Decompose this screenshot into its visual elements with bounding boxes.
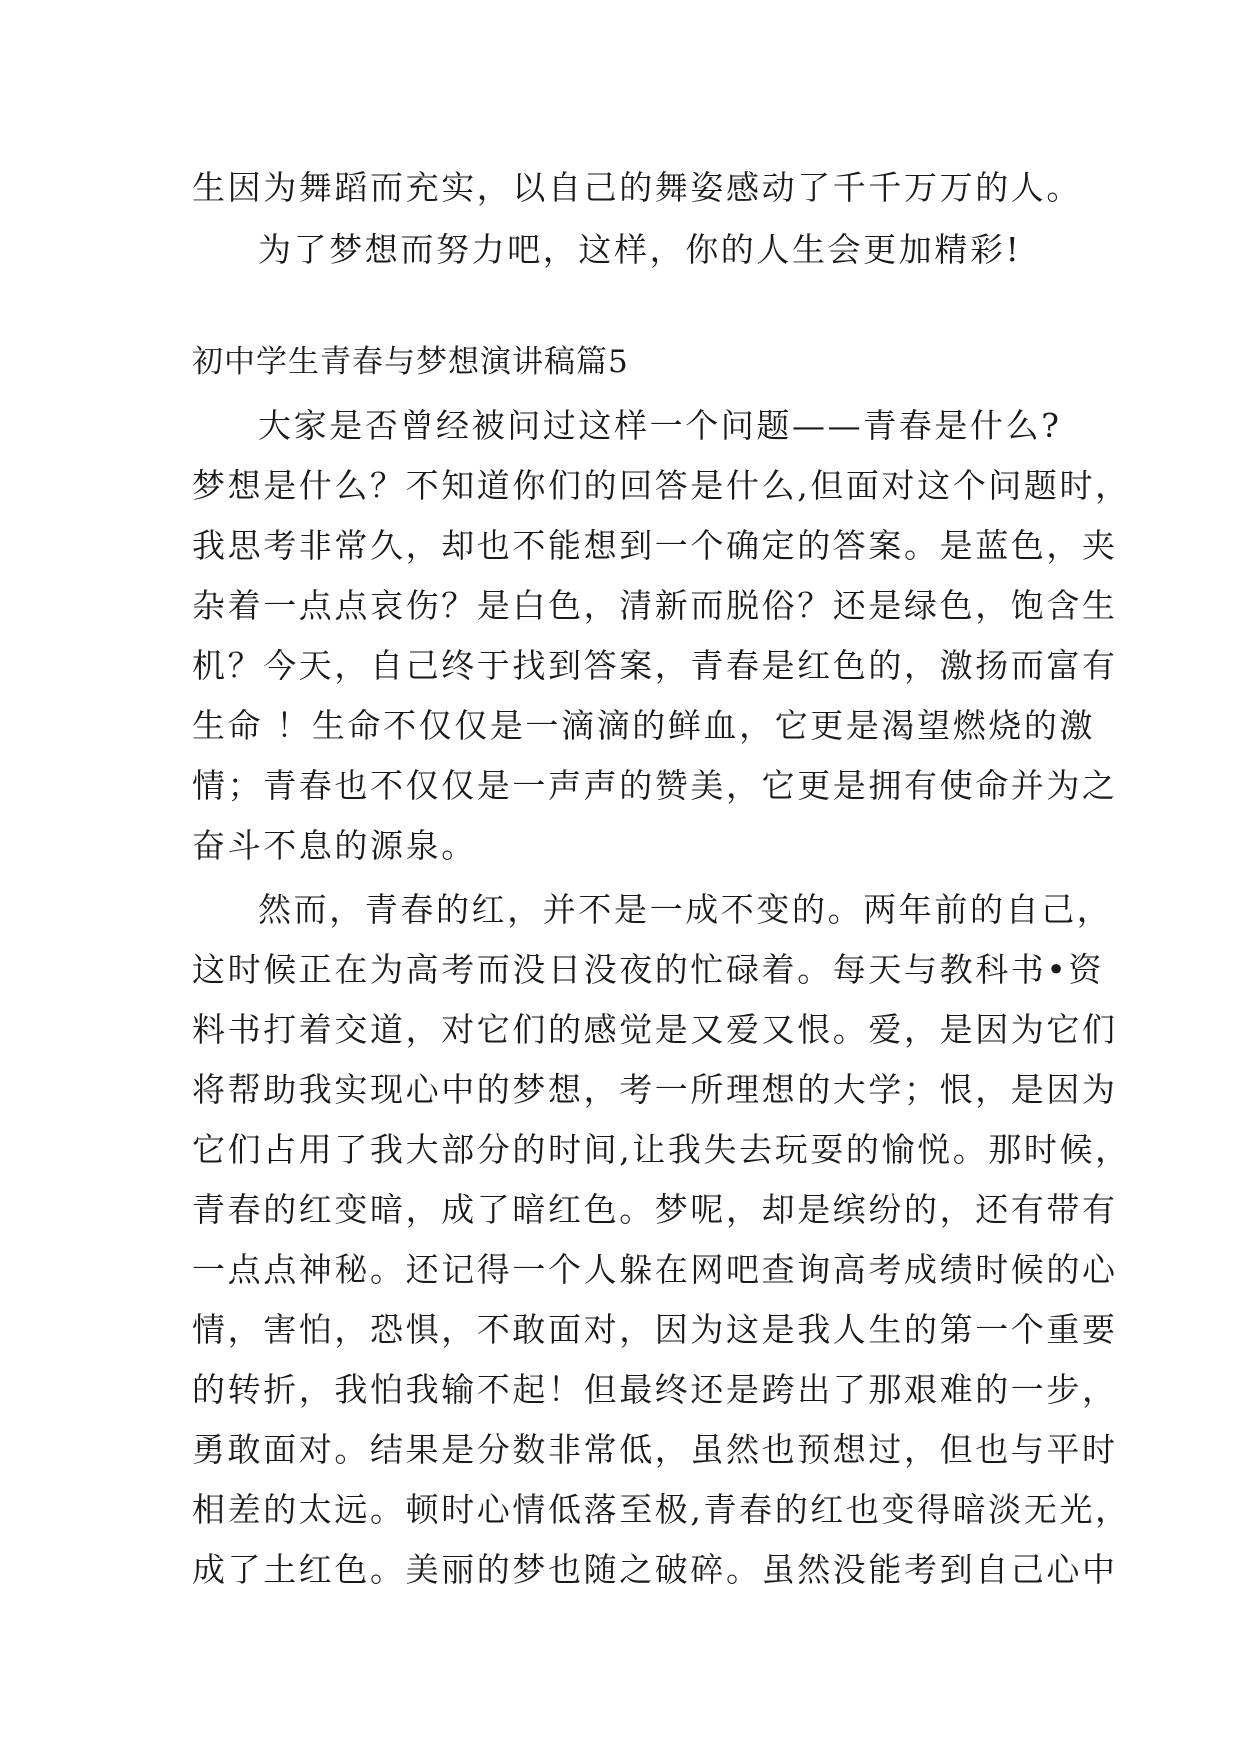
paragraph-line: 情，害怕，恐惧，不敢面对，因为这是我人生的第一个重要	[192, 1310, 1118, 1349]
paragraph-line: 生命 ！生命不仅仅是一滴滴的鲜血，它更是渴望燃烧的激	[192, 706, 1096, 745]
paragraph-line: 我思考非常久，却也不能想到一个确定的答案。是蓝色，夹	[192, 526, 1118, 565]
paragraph-line: 将帮助我实现心中的梦想，考一所理想的大学；恨，是因为	[192, 1070, 1118, 1109]
section-heading: 初中学生青春与梦想演讲稿篇5	[192, 344, 629, 380]
paragraph-line: 情；青春也不仅仅是一声声的赞美，它更是拥有使命并为之	[192, 766, 1118, 805]
paragraph-line: 成了土红色。美丽的梦也随之破碎。虽然没能考到自己心中	[192, 1550, 1118, 1589]
paragraph-line: 的转折，我怕我输不起！但最终还是跨出了那艰难的一步，	[192, 1370, 1118, 1409]
paragraph-line: 为了梦想而努力吧，这样，你的人生会更加精彩!	[258, 230, 1022, 269]
paragraph-line: 勇敢面对。结果是分数非常低，虽然也预想过，但也与平时	[192, 1430, 1118, 1469]
paragraph-line: 料书打着交道，对它们的感觉是又爱又恨。爱，是因为它们	[192, 1010, 1118, 1049]
paragraph-line: 它们占用了我大部分的时间,让我失去玩耍的愉悦。那时候，	[192, 1130, 1131, 1169]
paragraph-line: 生因为舞蹈而充实，以自己的舞姿感动了千千万万的人。	[192, 168, 1082, 207]
paragraph-line: 大家是否曾经被问过这样一个问题——青春是什么?	[258, 406, 1062, 445]
paragraph-line: 青春的红变暗，成了暗红色。梦呢，却是缤纷的，还有带有	[192, 1190, 1118, 1229]
paragraph-line: 这时候正在为高考而没日没夜的忙碌着。每天与教科书•资	[192, 950, 1105, 989]
paragraph-line: 奋斗不息的源泉。	[192, 826, 477, 865]
paragraph-line: 机？今天，自己终于找到答案，青春是红色的，激扬而富有	[192, 646, 1118, 685]
paragraph-line: 相差的太远。顿时心情低落至极,青春的红也变得暗淡无光，	[192, 1490, 1131, 1529]
paragraph-line: 杂着一点点哀伤？是白色，清新而脱俗？还是绿色，饱含生	[192, 586, 1118, 625]
paragraph-line: 一点点神秘。还记得一个人躲在网吧查询高考成绩时候的心	[192, 1250, 1118, 1289]
paragraph-line: 然而，青春的红，并不是一成不变的。两年前的自己，	[258, 890, 1113, 929]
paragraph-line: 梦想是什么？不知道你们的回答是什么,但面对这个问题时，	[192, 466, 1131, 505]
